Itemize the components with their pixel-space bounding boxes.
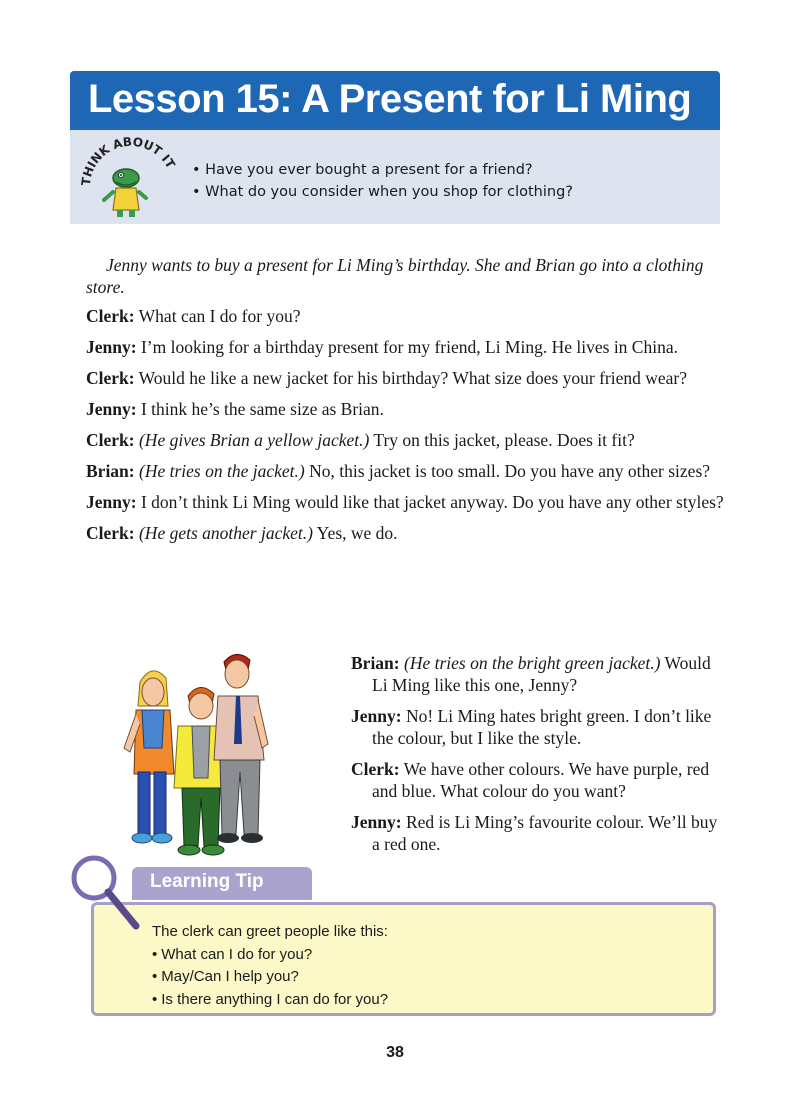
speaker-name: Brian: — [351, 653, 400, 673]
dialogue-text: I think he’s the same size as Brian. — [136, 399, 384, 419]
dinosaur-mascot-icon — [104, 169, 146, 217]
stage-direction: (He tries on the bright green jacket.) — [399, 653, 661, 673]
dialogue-line — [86, 398, 726, 420]
stage-direction: (He gives Brian a yellow jacket.) — [134, 430, 370, 450]
stage-direction: (He gets another jacket.) — [134, 523, 313, 543]
dialogue-line — [351, 652, 726, 696]
magnifier-icon — [66, 852, 146, 932]
dialogue-line — [86, 429, 726, 451]
learning-tip-item: • May/Can I help you? — [152, 966, 388, 989]
speaker-name: Clerk: — [86, 306, 135, 326]
dialogue-line — [86, 491, 726, 513]
speaker-name: Jenny: — [86, 399, 137, 419]
learning-tip-title: Learning Tip — [150, 871, 264, 892]
learning-tip-item: • What can I do for you? — [152, 944, 388, 967]
speaker-name: Jenny: — [86, 337, 137, 357]
dialogue-text: What can I do for you? — [134, 306, 301, 326]
speaker-name: Clerk: — [86, 368, 135, 388]
think-about-it-logo — [76, 134, 186, 220]
think-about-it-box — [70, 130, 720, 224]
page-number: 38 — [386, 1044, 404, 1061]
dialogue-text: No! Li Ming hates bright green. I don’t like the colour, but I like the style. — [372, 706, 712, 748]
dialogue-text: Red is Li Ming’s favourite colour. We’ll buy a red one. — [372, 812, 718, 854]
dialogue-line — [351, 811, 726, 855]
speaker-name: Clerk: — [86, 523, 135, 543]
dialogue-text: We have other colours. We have purple, red and blue. What colour do you want? — [372, 759, 710, 801]
speaker-name: Jenny: — [86, 492, 137, 512]
dialogue-line — [351, 758, 726, 802]
story-dialogue — [86, 254, 726, 553]
dialogue-line — [86, 522, 726, 544]
dialogue-line — [86, 367, 726, 389]
jenny-figure — [124, 671, 174, 843]
dialogue-line — [86, 460, 726, 482]
learning-tip-tab — [132, 867, 312, 900]
learning-tip-intro: The clerk can greet people like this: — [152, 923, 388, 940]
dialogue-text: I’m looking for a birthday present for my friend, Li Ming. He lives in China. — [136, 337, 678, 357]
dialogue-text: Would he like a new jacket for his birthday? What size does your friend wear? — [134, 368, 688, 388]
brian-figure — [214, 654, 268, 843]
learning-tip-box — [91, 902, 716, 1016]
characters-illustration — [112, 648, 282, 860]
dialogue-text: No, this jacket is too small. Do you have any other sizes? — [304, 461, 711, 481]
lesson-title: Lesson 15: A Present for Li Ming — [88, 77, 692, 121]
dialogue-text: Would Li Ming like this one, Jenny? — [372, 653, 711, 695]
speaker-name: Jenny: — [351, 812, 402, 832]
speaker-name: Clerk: — [86, 430, 135, 450]
dialogue-line — [86, 305, 726, 327]
speaker-name: Brian: — [86, 461, 135, 481]
dialogue-text: Try on this jacket, please. Does it fit? — [369, 430, 635, 450]
dialogue-line — [86, 336, 726, 358]
story-intro: Jenny wants to buy a present for Li Ming’s birthday. She and Brian go into a clothing store. — [86, 255, 704, 297]
learning-tip-item: • Is there anything I can do for you? — [152, 989, 388, 1012]
dialogue-text: I don’t think Li Ming would like that jacket anyway. Do you have any other styles? — [136, 492, 724, 512]
learning-tip-content — [152, 921, 388, 1011]
think-about-it-logo-text: THINK ABOUT IT — [78, 134, 178, 187]
stage-direction: (He tries on the jacket.) — [134, 461, 305, 481]
speaker-name: Clerk: — [351, 759, 400, 779]
dialogue-line — [351, 705, 726, 749]
speaker-name: Jenny: — [351, 706, 402, 726]
lesson-title-bar — [70, 71, 720, 130]
story-dialogue-continued — [351, 652, 726, 864]
think-question-1: • Have you ever bought a present for a friend? — [192, 162, 533, 178]
think-question-2: • What do you consider when you shop for clothing? — [192, 184, 573, 200]
dialogue-text: Yes, we do. — [312, 523, 398, 543]
